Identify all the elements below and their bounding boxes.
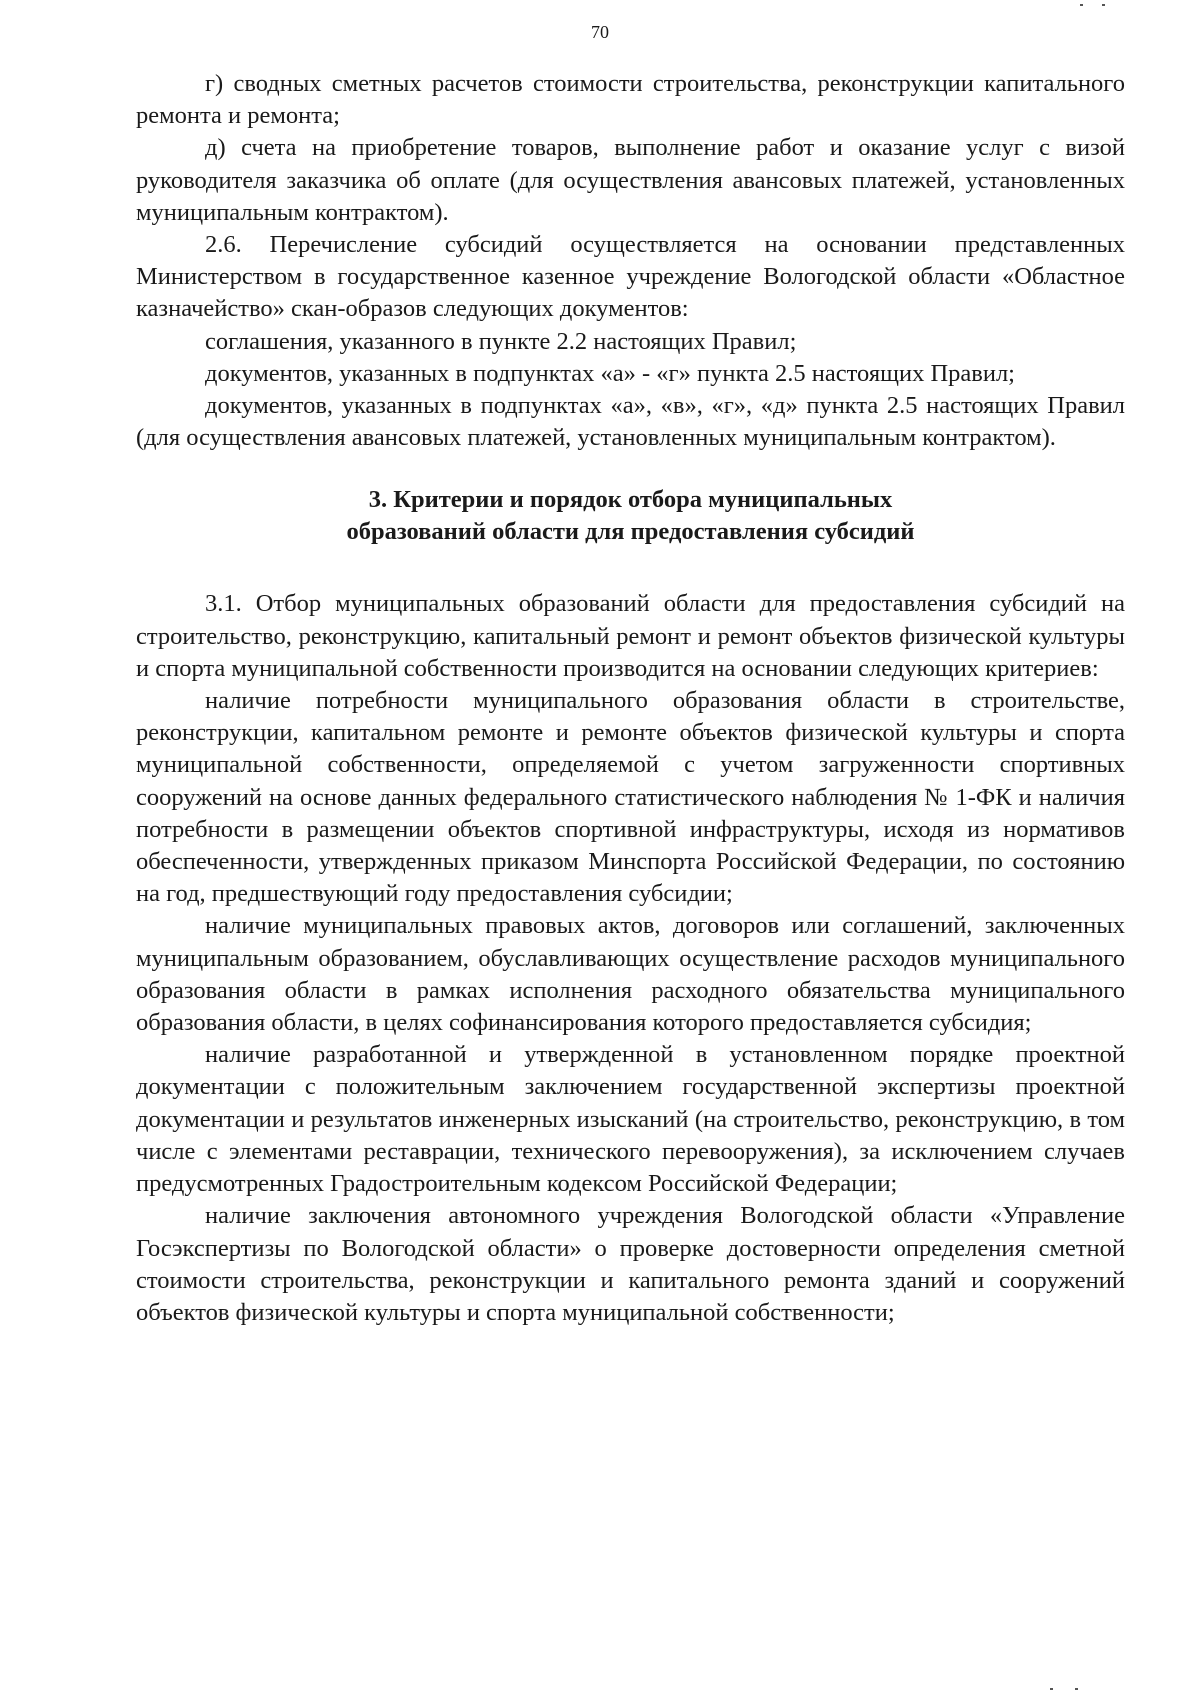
scan-speck bbox=[1050, 1688, 1053, 1690]
paragraph-2-6: 2.6. Перечисление субсидий осуществляется на основании представленных Министерством в государственное казенное учреждение Вологодской области «Областное казначейство» скан-образов следующих документов: bbox=[136, 231, 1125, 323]
paragraph-criterion-need: наличие потребности муниципального образования области в строительстве, реконструкции, капитальном ремонте и ремонте объектов физической культуры и спорта муниципальной собственности, определяемой с учетом загруженности спортивных сооружений на основе данных федерального статистического наблюдения № 1-ФК и наличия потребности в размещении объектов спортивной инфраструктуры, исходя из нормативов обеспеченности, утвержденных приказом Минспорта Российской Федерации, по состоянию на год, предшествующий году предоставления субсидии; bbox=[136, 687, 1125, 908]
scan-speck bbox=[1075, 1688, 1078, 1690]
section-title-line-1: 3. Критерии и порядок отбора муниципальных bbox=[368, 486, 893, 514]
paragraph-documents-a-g: документов, указанных в подпунктах «а» - «г» пункта 2.5 настоящих Правил; bbox=[205, 359, 1015, 387]
paragraph-criterion-legal-acts: наличие муниципальных правовых актов, договоров или соглашений, заключенных муниципальным образованием, обуславливающих осуществление расходов муниципального образования области в рамках исполнения расходного обязательства муниципального образования области, в целях софинансирования которого предоставляется субсидия; bbox=[136, 912, 1125, 1037]
paragraph-agreement: соглашения, указанного в пункте 2.2 настоящих Правил; bbox=[205, 327, 797, 355]
document-body bbox=[136, 68, 1125, 1329]
scan-speck bbox=[1102, 4, 1105, 6]
page-number: 70 bbox=[591, 22, 609, 42]
paragraph-documents-a-v-g-d: документов, указанных в подпунктах «а», «в», «г», «д» пункта 2.5 настоящих Правил (для осуществления авансовых платежей, установленных муниципальным контрактом). bbox=[136, 392, 1125, 452]
paragraph-criterion-expertise: наличие заключения автономного учреждения Вологодской области «Управление Госэкспертизы по Вологодской области» о проверке достоверности определения сметной стоимости строительства, реконструкции и капитального ремонта зданий и сооружений объектов физической культуры и спорта муниципальной собственности; bbox=[136, 1202, 1125, 1326]
paragraph-item-g: г) сводных сметных расчетов стоимости строительства, реконструкции капитального ремонта и ремонта; bbox=[136, 70, 1125, 130]
section-title-line-2: образований области для предоставления субсидий bbox=[346, 518, 915, 546]
paragraph-item-d: д) счета на приобретение товаров, выполнение работ и оказание услуг с визой руководителя заказчика об оплате (для осуществления авансовых платежей, установленных муниципальным контрактом). bbox=[136, 134, 1125, 226]
section-title bbox=[136, 484, 1125, 548]
scan-speck bbox=[1080, 4, 1083, 6]
paragraph-3-1: 3.1. Отбор муниципальных образований области для предоставления субсидий на строительство, реконструкцию, капитальный ремонт и ремонт объектов физической культуры и спорта муниципальной собственности производится на основании следующих критериев: bbox=[136, 590, 1125, 682]
paragraph-criterion-project-docs: наличие разработанной и утвержденной в установленном порядке проектной документации с положительным заключением государственной экспертизы проектной документации и результатов инженерных изысканий (на строительство, реконструкцию, в том числе с элементами реставрации, технического перевооружения), за исключением случаев предусмотренных Градостроительным кодексом Российской Федерации; bbox=[136, 1041, 1125, 1198]
